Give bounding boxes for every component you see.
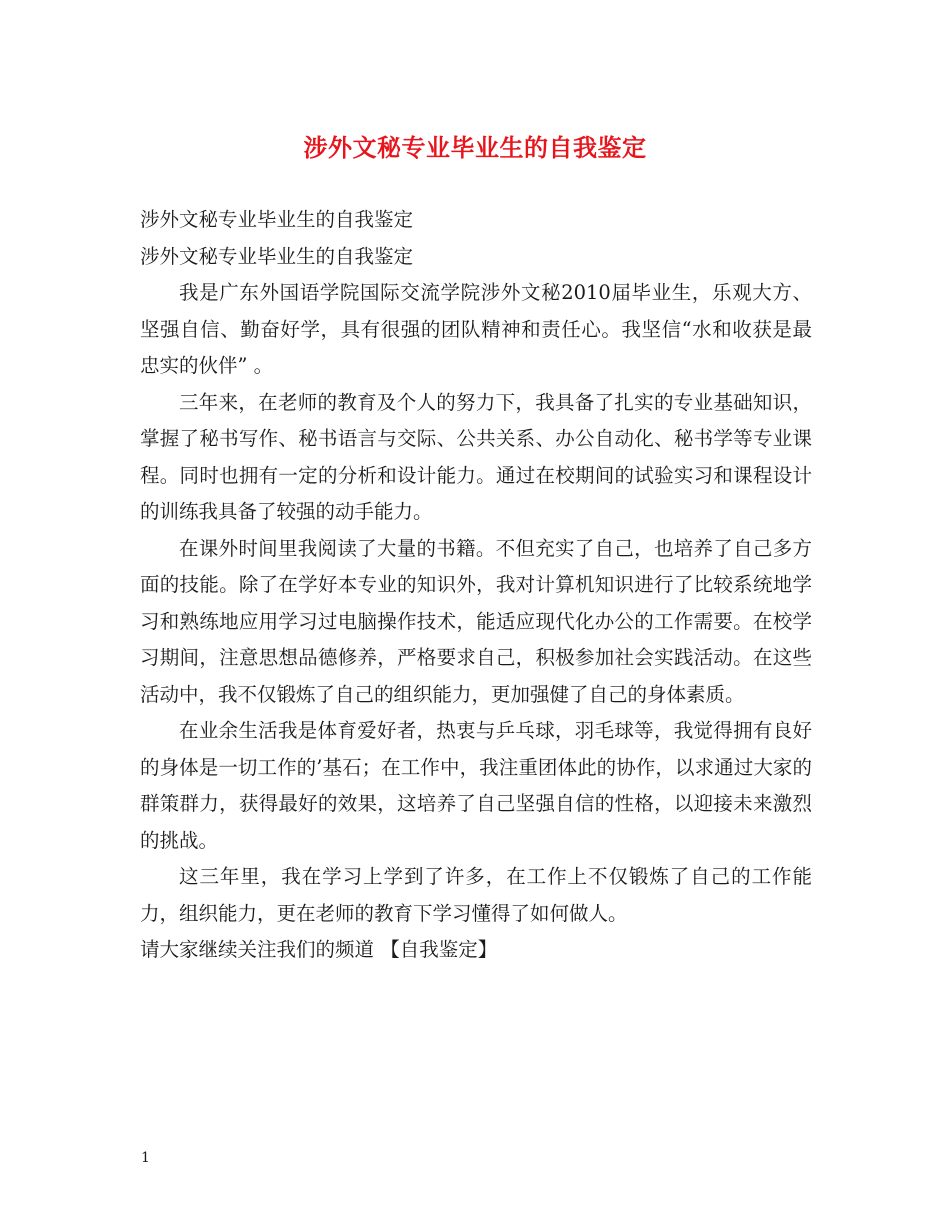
body-paragraph: 我是广东外国语学院国际交流学院涉外文秘2010届毕业生，乐观大方、坚强自信、勤奋好学，具有很强的团队精神和责任心。我坚信“水和收获是最忠实的伙伴” 。 bbox=[140, 281, 812, 377]
body-paragraph: 这三年里，我在学习上学到了许多，在工作上不仅锻炼了自己的工作能力，组织能力，更在老师的教育下学习懂得了如何做人。 bbox=[140, 865, 812, 925]
subtitle-line: 涉外文秘专业毕业生的自我鉴定 bbox=[140, 208, 414, 231]
footer-line: 请大家继续关注我们的频道 【自我鉴定】 bbox=[140, 938, 498, 961]
document-body bbox=[140, 202, 812, 969]
body-paragraph: 在课外时间里我阅读了大量的书籍。不但充实了自己，也培养了自己多方面的技能。除了在学好本专业的知识外，我对计算机知识进行了比较系统地学习和熟练地应用学习过电脑操作技术，能适应现代化办公的工作需要。在校学习期间，注意思想品德修养，严格要求自己，积极参加社会实践活动。在这些活动中，我不仅锻炼了自己的组织能力，更加强健了自己的身体素质。 bbox=[140, 536, 812, 706]
body-paragraph: 在业余生活我是体育爱好者，热衷与乒乓球，羽毛球等，我觉得拥有良好的身体是一切工作的’基石；在工作中，我注重团体此的协作，以求通过大家的群策群力，获得最好的效果，这培养了自己坚强自信的性格，以迎接未来激烈的挑战。 bbox=[140, 719, 812, 852]
page-number: 1 bbox=[141, 1150, 150, 1166]
subtitle-line: 涉外文秘专业毕业生的自我鉴定 bbox=[140, 244, 414, 268]
body-paragraph: 三年来，在老师的教育及个人的努力下，我具备了扎实的专业基础知识，掌握了秘书写作、秘书语言与交际、公共关系、办公自动化、秘书学等专业课程。同时也拥有一定的分析和设计能力。通过在校期间的试验实习和课程设计的训练我具备了较强的动手能力。 bbox=[140, 390, 812, 523]
page-title: 涉外文秘专业毕业生的自我鉴定 bbox=[303, 133, 647, 162]
